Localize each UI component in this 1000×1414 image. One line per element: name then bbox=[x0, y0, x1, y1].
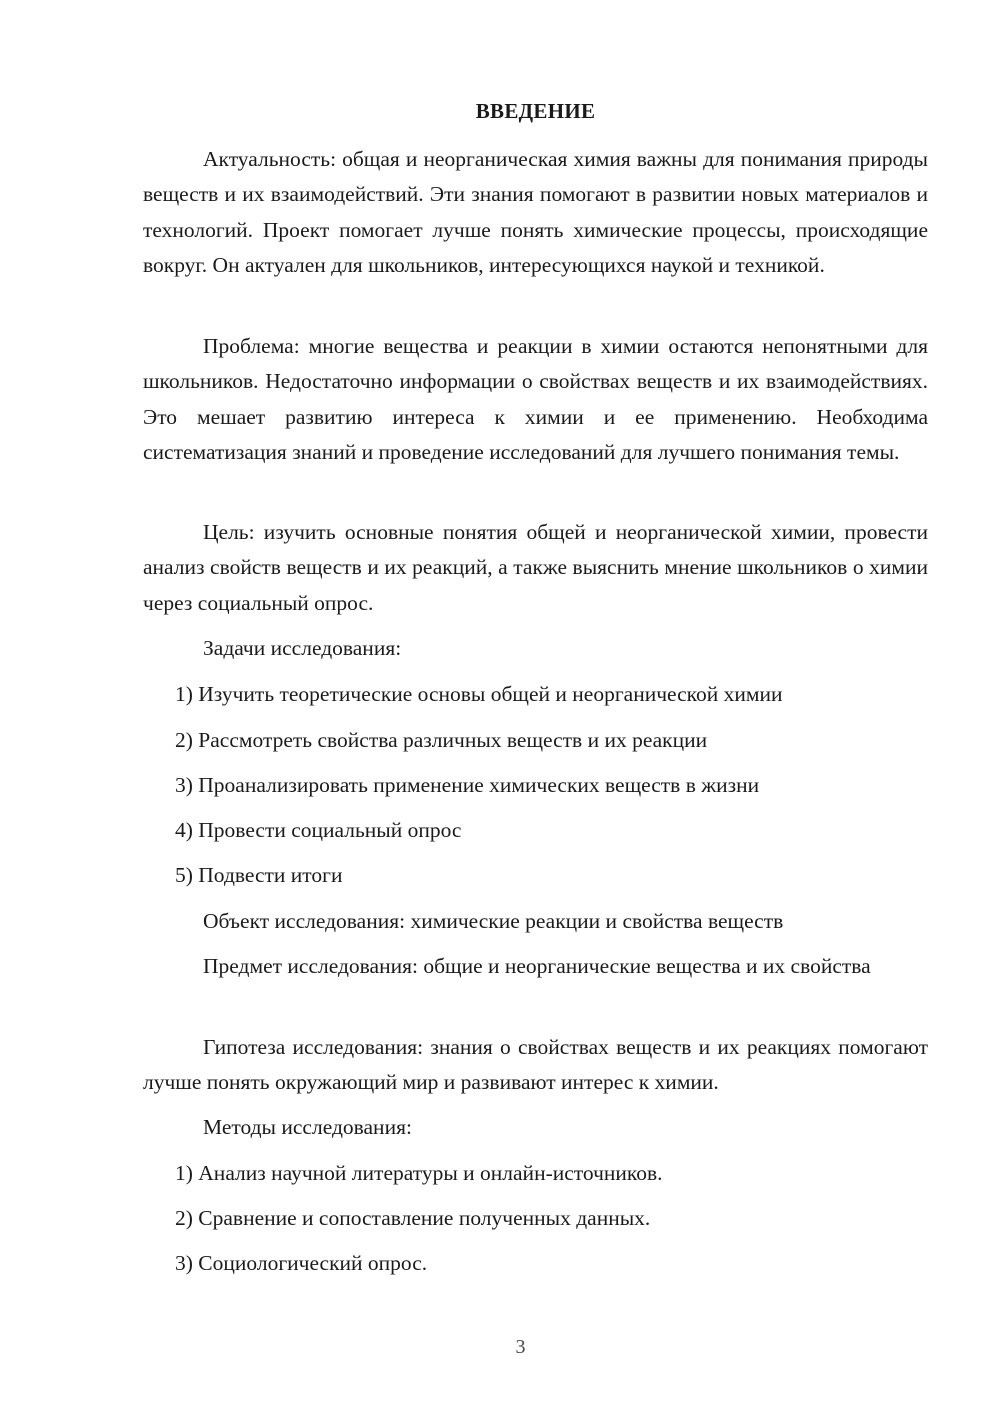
relevance-paragraph: Актуальность: общая и неорганическая химия важны для понимания природы веществ и их взаимодействий. Эти знания помогают в развитии новых материалов и технологий. Проект помогает лучше понять химические процессы, происходящие вокруг. Он актуален для школьников, интересующихся наукой и техникой. bbox=[143, 147, 928, 277]
page-number bbox=[143, 1334, 928, 1360]
task-item: 2) Рассмотреть свойства различных веществ и их реакции bbox=[175, 728, 708, 752]
task-item: 1) Изучить теоретические основы общей и неорганической химии bbox=[175, 682, 783, 706]
section-title: ВВЕДЕНИЕ bbox=[475, 99, 596, 123]
document-page bbox=[143, 0, 928, 1414]
hypothesis-paragraph: Гипотеза исследования: знания о свойствах веществ и их реакциях помогают лучше понять окружающий мир и развивают интерес к химии. bbox=[143, 1035, 928, 1095]
research-subject-paragraph: Предмет исследования: общие и неорганические вещества и их свойства bbox=[203, 954, 871, 978]
methods-heading: Методы исследования: bbox=[203, 1115, 412, 1139]
method-item: 3) Социологический опрос. bbox=[175, 1251, 428, 1275]
method-item: 1) Анализ научной литературы и онлайн-источников. bbox=[175, 1161, 663, 1185]
task-item: 5) Подвести итоги bbox=[175, 863, 343, 887]
method-item: 2) Сравнение и сопоставление полученных данных. bbox=[175, 1206, 651, 1230]
problem-paragraph: Проблема: многие вещества и реакции в химии остаются непонятными для школьников. Недостаточно информации о свойствах веществ и их взаимодействиях. Это мешает развитию интереса к химии и ее применению. Необходима систематизация знаний и проведение исследований для лучшего понимания темы. bbox=[143, 334, 928, 464]
research-object: Объект исследования: химические реакции и свойства веществ bbox=[203, 909, 784, 933]
task-item: 3) Проанализировать применение химических веществ в жизни bbox=[175, 773, 760, 797]
tasks-heading: Задачи исследования: bbox=[203, 636, 402, 660]
goal-paragraph: Цель: изучить основные понятия общей и неорганической химии, провести анализ свойств веществ и их реакций, а также выяснить мнение школьников о химии через социальный опрос. bbox=[143, 520, 928, 615]
task-item: 4) Провести социальный опрос bbox=[175, 818, 462, 842]
page-number-text: 3 bbox=[515, 1336, 526, 1358]
